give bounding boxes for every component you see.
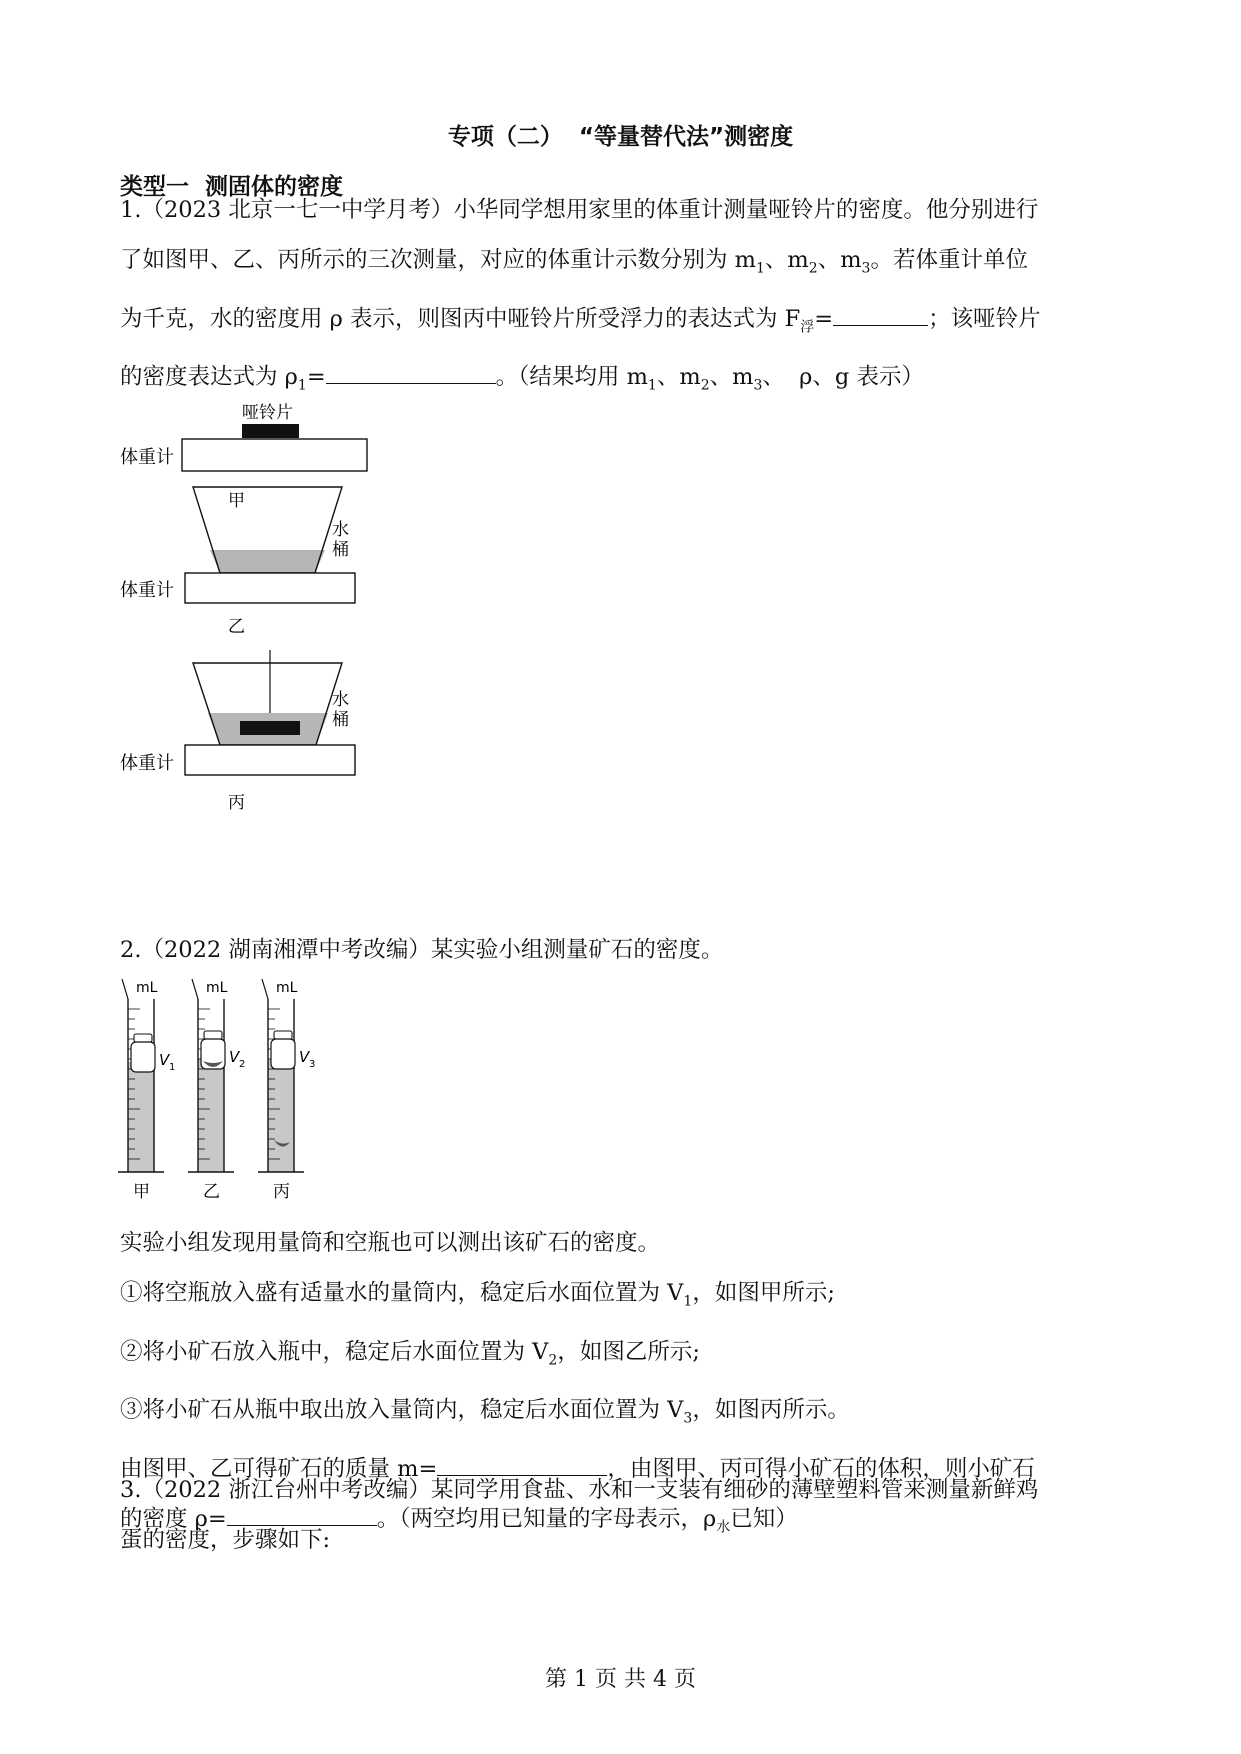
volume-label: V (299, 1048, 310, 1066)
bottle (131, 1042, 155, 1072)
scale-label-2: 体重计 (120, 580, 174, 601)
volume-subscript: 1 (169, 1062, 176, 1073)
cylinder-caption: 乙 (203, 1182, 220, 1202)
bucket-label-1a: 水 (332, 520, 349, 540)
cylinder-caption: 甲 (133, 1182, 150, 1202)
scale-label-3: 体重计 (120, 753, 174, 774)
result-line-1: 由图甲、乙可得矿石的质量 m= ，由图甲、丙可得小矿石的体积，则小矿石 (120, 1444, 1130, 1494)
cylinder-spout (192, 979, 198, 999)
volume-subscript: 2 (239, 1059, 246, 1070)
q1-line-1: 1.（2023 北京一七一中学月考）小华同学想用家里的体重计测量哑铃片的密度。他分别进行 (120, 197, 1039, 223)
question-1 (120, 185, 1130, 411)
question-2-body: 实验小组发现用量筒和空瓶也可以测出该矿石的密度。 ①将空瓶放入盛有适量水的量筒内，稳定后水面位置为 $V_1$，如图甲所示; ②将小矿石放入瓶中，稳定后水面位置为 $V_2$，如图乙所示; ③将小矿石从瓶中取出放入量筒内，稳定后水面位置为 $V_3$，如图丙所示。 由图甲、乙可得矿石的质量 m= ，由图甲、丙可得小矿石的体积，则小矿石 的密度 ρ= 。（两空均用已知量的字母表示，$\rho_水$已知） (120, 1218, 1130, 1552)
step-2: ②将小矿石放入瓶中，稳定后水面位置为 $V_2$，如图乙所示; (120, 1338, 700, 1368)
volume-label: V (159, 1051, 170, 1069)
volume-subscript: 3 (309, 1059, 316, 1070)
bucket-yi-water (210, 550, 325, 573)
scale-bing (185, 745, 355, 775)
bottle-cap (204, 1031, 222, 1039)
caption-yi-1: 乙 (228, 617, 245, 637)
bucket-label-2b: 桶 (332, 710, 349, 730)
question-2-intro: 2.（2022 湖南湘潭中考改编）某实验小组测量矿石的密度。 (120, 937, 724, 963)
cylinder-water (128, 1062, 154, 1172)
dumbbell-plate (242, 424, 299, 438)
q1-line-2: 了如图甲、乙、丙所示的三次测量，对应的体重计示数分别为 $m_1$、$m_2$、$m_3$。若体重计单位 (120, 247, 1028, 277)
caption-bing-1: 丙 (228, 793, 245, 813)
cylinder-unit-label: mL (136, 980, 158, 996)
bottle-cap (274, 1031, 292, 1039)
cylinder-caption: 丙 (273, 1182, 290, 1202)
result-line-2: 的密度 ρ= 。（两空均用已知量的字母表示，$\rho_水$已知） (120, 1494, 1130, 1553)
step-3: ③将小矿石从瓶中取出放入量筒内，稳定后水面位置为 $V_3$，如图丙所示。 (120, 1397, 850, 1427)
cylinder-water (198, 1059, 224, 1172)
bucket-label-2a: 水 (332, 690, 349, 710)
scale-yi (185, 573, 355, 603)
question-3: 3.（2022 浙江台州中考改编）某同学用食盐、水和一支装有细砂的薄壁塑料管来测量新鲜鸡 蛋的密度，步骤如下: (120, 1477, 1039, 1553)
dumbbell-in-water (240, 721, 300, 735)
caption-jia-1: 甲 (228, 491, 245, 511)
dumbbell-label: 哑铃片 (242, 403, 293, 423)
volume-label: V (229, 1048, 240, 1066)
bottle-cap (134, 1034, 152, 1042)
answer-blank-density[interactable] (326, 359, 496, 384)
figure-scale-setup (110, 400, 510, 920)
scale-jia (182, 439, 367, 471)
scale-label-1: 体重计 (120, 447, 174, 468)
bucket-label-1b: 桶 (332, 540, 349, 560)
page-footer: 第 1 页 共 4 页 (545, 1667, 696, 1692)
page-title: 专项（二） “等量替代法”测密度 (447, 124, 794, 150)
cylinder-water (268, 1059, 294, 1172)
figure-cylinders (110, 977, 370, 1202)
step-1: ①将空瓶放入盛有适量水的量筒内，稳定后水面位置为 $V_1$，如图甲所示; (120, 1280, 835, 1310)
cylinder-spout (262, 979, 268, 999)
cylinder-unit-label: mL (276, 980, 298, 996)
cylinder-unit-label: mL (206, 980, 228, 996)
section-heading: 类型一 测固体的密度 (120, 174, 344, 200)
q1-line-4: 的密度表达式为 $\rho_1=$ 。（结果均用 $m_1$、$m_2$、$m_3$、 ρ、g 表示） (120, 352, 1130, 411)
q1-line-3: 为千克，水的密度用 ρ 表示，则图丙中哑铃片所受浮力的表达式为 $F_浮=$ ；该哑铃片 (120, 294, 1130, 353)
answer-blank-buoyancy[interactable] (833, 301, 928, 326)
bottle (271, 1039, 295, 1069)
cylinder-spout (122, 979, 128, 999)
